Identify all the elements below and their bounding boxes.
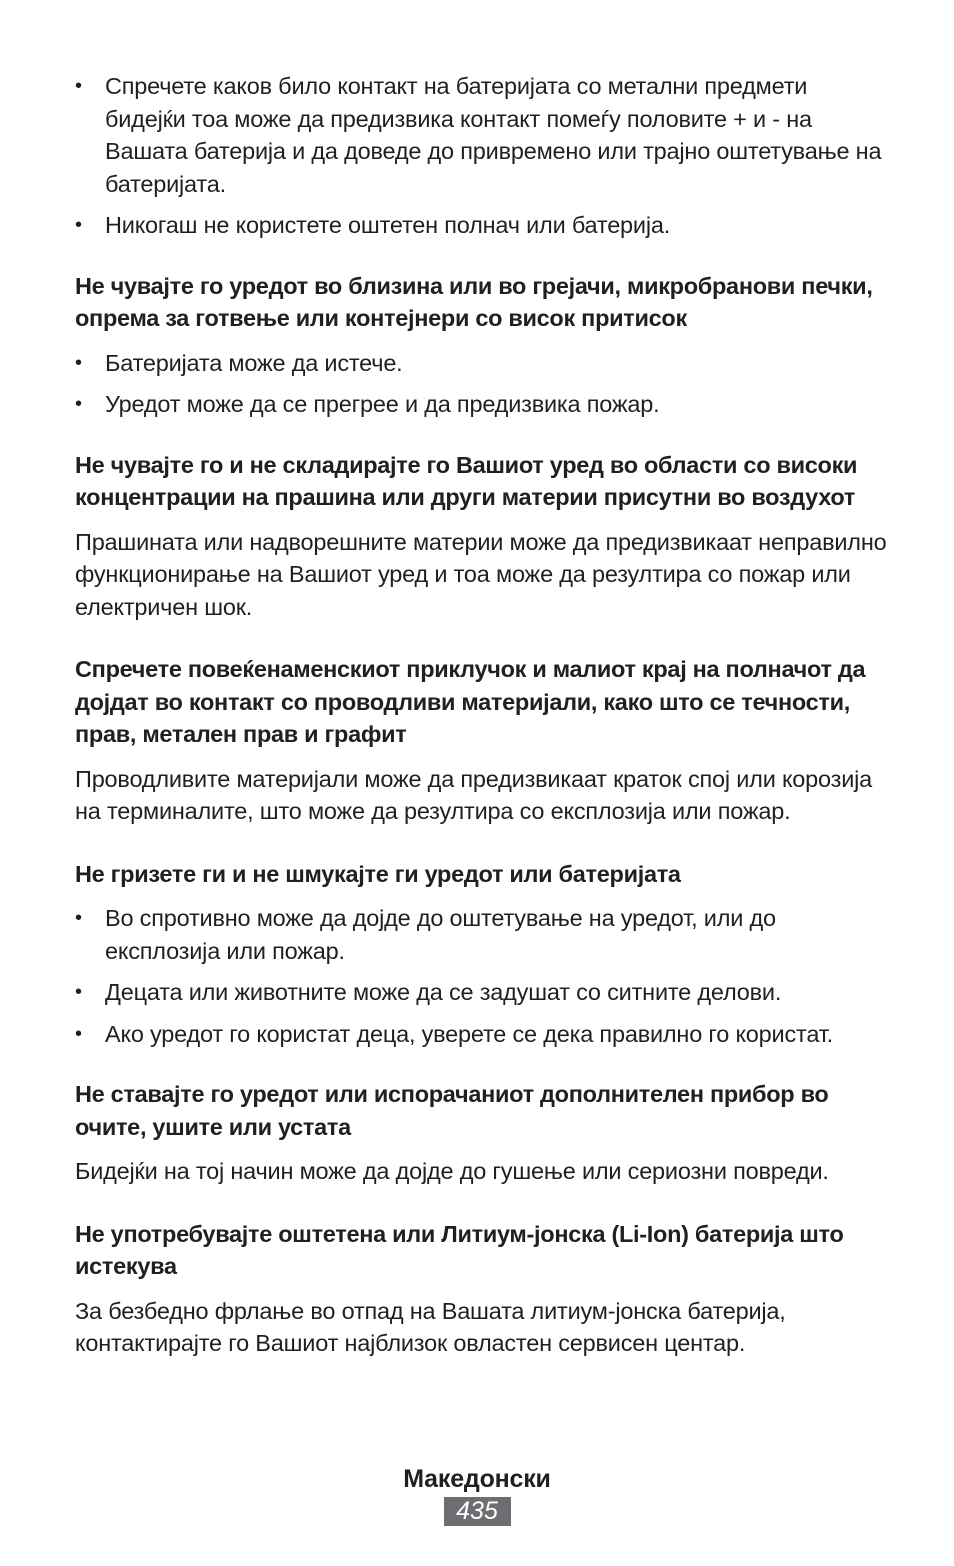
list-item	[75, 1018, 890, 1051]
bullet-icon: •	[75, 75, 82, 97]
list-item	[75, 388, 890, 421]
list-item	[75, 347, 890, 380]
bullet-icon: •	[75, 981, 82, 1003]
section-heading: Спречете повеќенаменскиот приклучок и малиот крај на полначот да дојдат во контакт со проводливи материјали, како што се течности, прав, метален прав и графит	[75, 656, 866, 747]
page-footer	[0, 1463, 954, 1526]
bullet-icon: •	[75, 351, 82, 374]
section-li-ion-battery	[75, 1218, 890, 1360]
intro-bullet-list	[75, 70, 890, 242]
list-item-text: Батеријата може да истече.	[105, 349, 403, 376]
section-heading: Не гризете ги и не шмукајте ги уредот или батеријата	[75, 860, 681, 887]
list-item-text: Во спротивно може да дојде до оштетување на уредот, или до експлозија или пожар.	[105, 905, 776, 964]
list-item-text: Спречете каков било контакт на батеријата со метални предмети бидејќи тоа може да предизвика контакт помеѓу половите + и - на Вашата батерија и да доведе до привремено или трајно оштетување на батеријата.	[105, 73, 882, 197]
footer-language: Македонски	[403, 1465, 551, 1493]
document-body	[75, 70, 890, 1360]
list-item	[75, 976, 890, 1009]
section-conductive-materials	[75, 653, 890, 828]
section-paragraph: Бидејќи на тој начин може да дојде до гушење или сериозни повреди.	[75, 1158, 829, 1184]
bullet-icon: •	[75, 393, 82, 415]
section-heading: Не употребувајте оштетена или Литиум-јонска (Li-Ion) батерија што истекува	[75, 1220, 844, 1279]
section-dust	[75, 449, 890, 624]
section-heading: Не чувајте го уредот во близина или во грејачи, микробранови печки, опрема за готвење или контејнери со висок притисок	[75, 272, 873, 331]
section-bullet-list	[75, 347, 890, 421]
section-paragraph: За безбедно фрлање во отпад на Вашата литиум-јонска батерија, контактирајте го Вашиот најблизок овластен сервисен центар.	[75, 1297, 786, 1356]
section-paragraph: Прашината или надворешните материи може да предизвикаат неправилно функционирање на Вашиот уред и тоа може да резултира со пожар или електричен шок.	[75, 528, 887, 620]
section-do-not-bite	[75, 858, 890, 1051]
list-item	[75, 902, 890, 967]
section-heading: Не чувајте го и не складирајте го Вашиот уред во области со високи концентрации на прашина или други материи присутни во воздухот	[75, 451, 858, 510]
section-eyes-ears-mouth	[75, 1078, 890, 1188]
list-item	[75, 209, 890, 242]
list-item-text: Ако уредот го користат деца, уверете се дека правилно го користат.	[105, 1020, 833, 1047]
list-item-text: Уредот може да се прегрее и да предизвика пожар.	[105, 391, 660, 417]
section-bullet-list	[75, 902, 890, 1050]
section-heading: Не ставајте го уредот или испорачаниот дополнителен прибор во очите, ушите или устата	[75, 1081, 829, 1140]
section-heat-sources	[75, 270, 890, 421]
section-paragraph: Проводливите материјали може да предизвикаат краток спој или корозија на терминалите, што може да резултира со експлозија или пожар.	[75, 765, 873, 824]
bullet-icon: •	[75, 907, 82, 929]
list-item	[75, 70, 890, 200]
list-item-text: Децата или животните може да се задушат со ситните делови.	[105, 979, 782, 1005]
list-item-text: Никогаш не користете оштетен полнач или батерија.	[105, 212, 671, 238]
bullet-icon: •	[75, 1022, 82, 1045]
page-number: 435	[444, 1497, 511, 1526]
bullet-icon: •	[75, 214, 82, 236]
